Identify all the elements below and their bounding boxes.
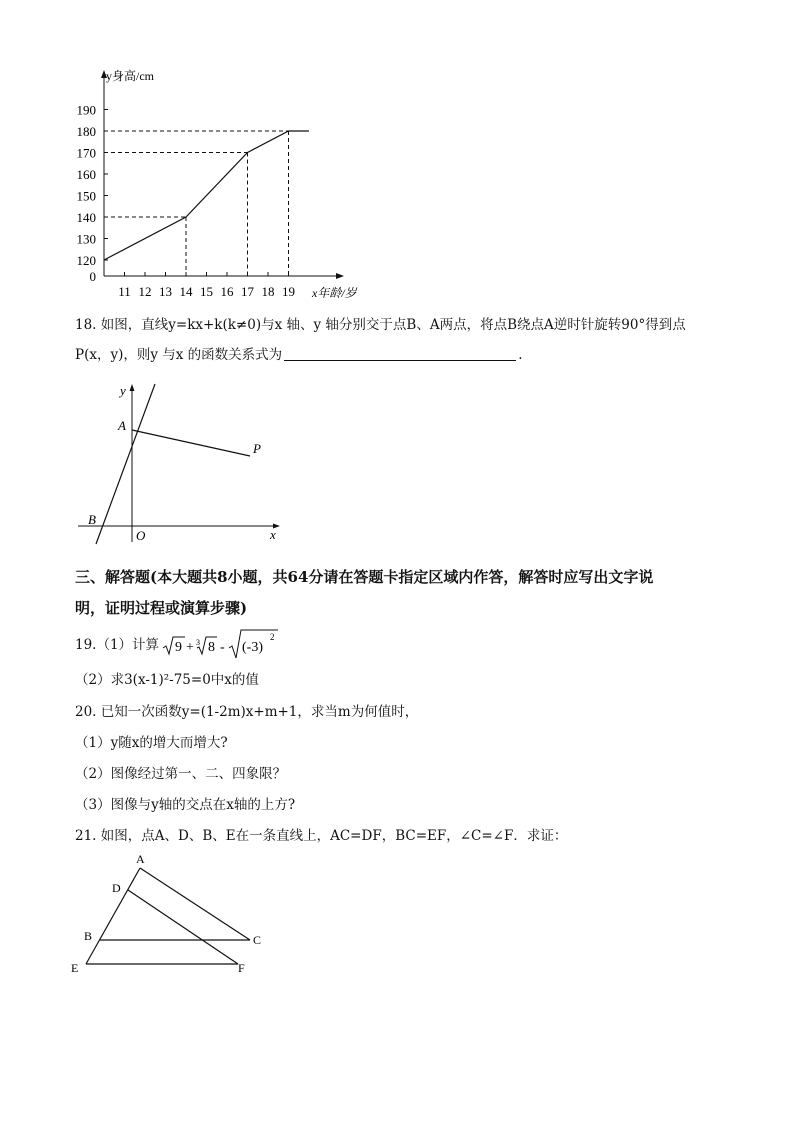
q18-y-arrow — [130, 384, 135, 391]
q18-label-o: O — [136, 528, 146, 543]
q18-line-ab — [96, 384, 155, 544]
chart-x-tick-label: 16 — [220, 284, 234, 299]
q18-label-b: B — [88, 512, 96, 527]
chart-series — [104, 131, 309, 260]
q19-sqrt9-value: 9 — [175, 640, 182, 655]
q20-line3: （2）图像经过第一、二、四象限？ — [75, 766, 287, 782]
q21-label-e: E — [71, 961, 79, 975]
q19-inner-term: (-3) — [242, 640, 263, 655]
chart-reference-lines — [104, 131, 289, 276]
q21-label-c: C — [253, 933, 262, 947]
q19-line2: （2）求3(x-1)²-75=0中x的值 — [75, 672, 259, 688]
q18-figure — [70, 380, 290, 550]
q19-line1-prefix: 19.（1）计算 — [75, 637, 160, 653]
chart-x-tick-label: 19 — [282, 284, 295, 299]
chart-y-tick-label: 190 — [76, 102, 96, 118]
q19-cbrt8-value: 8 — [208, 640, 215, 655]
q18-label-a: A — [118, 418, 126, 433]
q18-line1: 18. 如图，直线y=kx+k(k≠0)与x 轴、y 轴分别交于点B、A两点，将点B绕点A逆时针旋转90°得到点 — [75, 317, 686, 333]
q18-line2 — [75, 346, 522, 364]
q21-segment-ac — [140, 868, 250, 940]
chart-x-tick-label: 18 — [261, 284, 275, 299]
q21-label-a: A — [136, 852, 145, 866]
q18-label-y: y — [120, 383, 126, 398]
q21-label-d: D — [112, 881, 121, 895]
chart-axes — [101, 68, 359, 300]
chart-x-tick-label: 15 — [200, 284, 213, 299]
q18-line2-prefix: P(x，y)，则y 与x 的函数关系式为 — [75, 347, 283, 363]
chart-x-tick-label: 17 — [241, 284, 254, 299]
chart-y-tick-label: 180 — [76, 124, 96, 139]
chart-y-tick-label: 140 — [76, 210, 96, 225]
q20-line4: （3）图像与y轴的交点在x轴的上方? — [75, 797, 296, 813]
chart-y-tick-label: 130 — [76, 231, 96, 247]
q21-line1: 21. 如图，点A、D、B、E在一条直线上，AC=DF，BC=EF，∠C=∠F．求证： — [75, 828, 568, 844]
q21-segment-df — [128, 890, 238, 964]
chart-y-tick-label: 120 — [76, 253, 96, 268]
q21-label-b: B — [84, 929, 93, 943]
q18-label-p: P — [253, 441, 261, 456]
chart-x-tick-label: 14 — [179, 284, 193, 299]
q21-figure — [60, 848, 280, 978]
chart-y-label: y身高/cm — [106, 69, 154, 83]
q20-line2: （1）y随x的增大而增大? — [75, 735, 228, 751]
q20-line1: 20. 已知一次函数y=(1-2m)x+m+1，求当m为何值时， — [75, 704, 419, 720]
chart-series-line — [104, 131, 309, 260]
chart-x-label: x年龄/岁 — [312, 286, 357, 300]
chart-y-tick-label: 170 — [76, 145, 96, 161]
q18-answer-blank — [284, 346, 516, 361]
chart-x-tick-label: 13 — [159, 284, 172, 299]
chart-x-tick-label: 12 — [138, 284, 152, 299]
q19-cbrt-index: 3 — [196, 638, 200, 647]
chart-y-tick-label: 150 — [76, 188, 96, 204]
q18-segment-ap — [132, 430, 250, 456]
section3-heading-line1: 三、解答题(本大题共8小题，共64分请在答题卡指定区域内作答，解答时应写出文字说 — [75, 568, 654, 586]
q19-plus: + — [186, 640, 194, 655]
chart-y-tick-label: 160 — [76, 167, 96, 182]
chart-x-tick-label: 11 — [118, 284, 131, 299]
q18-line2-suffix: . — [518, 347, 523, 363]
section3-heading-line2: 明，证明过程或演算步骤) — [75, 599, 248, 617]
chart-x-arrow — [336, 273, 344, 279]
height-age-line-chart — [0, 0, 794, 310]
chart-y-tick-label: 0 — [89, 269, 96, 284]
q19-minus: - — [220, 640, 225, 655]
q19-expression — [160, 626, 290, 662]
q21-label-f: F — [238, 961, 245, 975]
q19-exponent: 2 — [270, 632, 275, 642]
q18-label-x: x — [270, 527, 276, 542]
